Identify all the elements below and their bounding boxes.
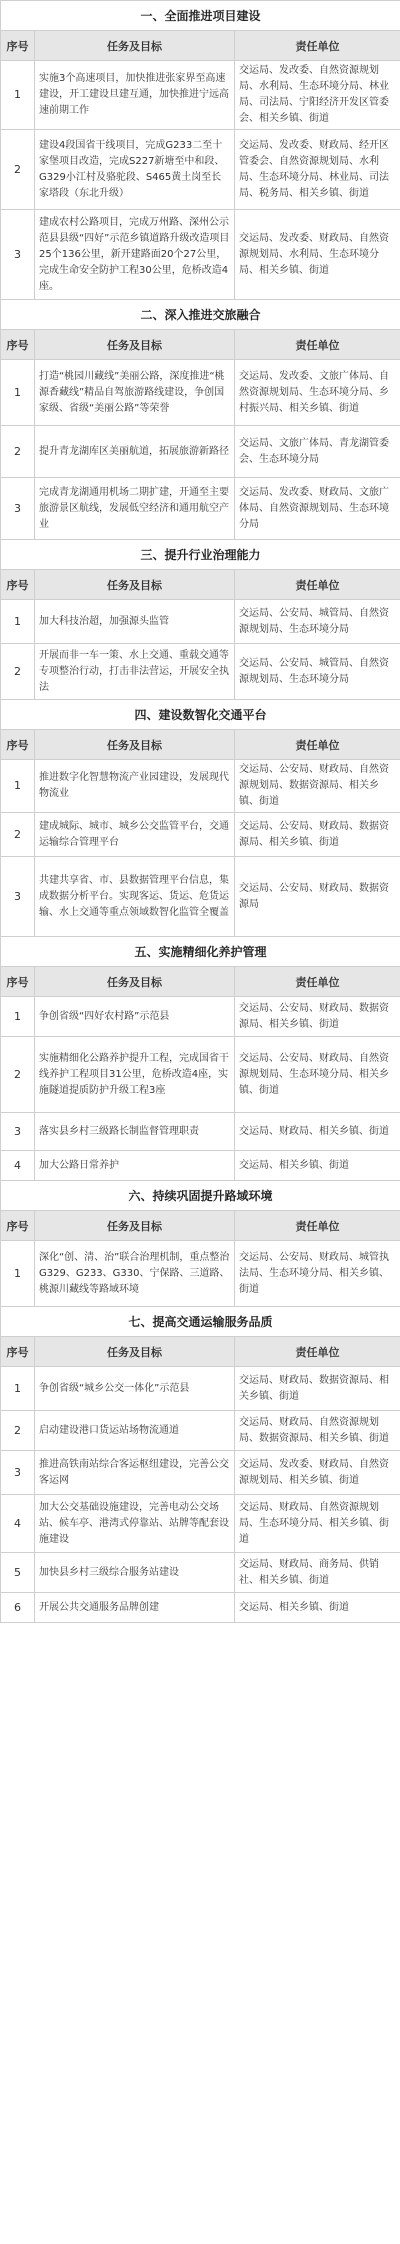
task-cell: 加大公交基础设施建设，完善电动公交场站、候车亭、港湾式停靠站、站牌等配套设施建设 [35,1495,235,1553]
row-number: 3 [1,1113,35,1151]
table-row [1,1451,400,1495]
section-title: 二、深入推进交旅融合 [1,300,400,330]
section-title-row [1,700,400,730]
section-title: 六、持续巩固提升路域环境 [1,1181,400,1211]
header-task: 任务及目标 [35,730,235,760]
row-number: 1 [1,997,35,1037]
header-task: 任务及目标 [35,1337,235,1367]
header-unit: 责任单位 [235,570,400,600]
table-row [1,813,400,857]
row-number: 6 [1,1593,35,1623]
table-row [1,210,400,300]
table-row [1,1367,400,1411]
unit-cell: 交运局、财政局、商务局、供销社、相关乡镇、街道 [235,1553,400,1593]
task-cell: 建成城际、城市、城乡公交监管平台，交通运输综合管理平台 [35,813,235,857]
table-row [1,644,400,700]
unit-cell: 交运局、发改委、财政局、自然资源规划局、相关乡镇、街道 [235,1451,400,1495]
header-task: 任务及目标 [35,31,235,61]
column-header-row [1,31,400,61]
unit-cell: 交运局、公安局、财政局、数据资源局、相关乡镇、街道 [235,813,400,857]
row-number: 1 [1,1367,35,1411]
row-number: 5 [1,1553,35,1593]
section-title-row [1,937,400,967]
task-cell: 开展公共交通服务品牌创建 [35,1593,235,1623]
header-unit: 责任单位 [235,31,400,61]
table-row [1,857,400,937]
row-number: 1 [1,760,35,813]
header-num: 序号 [1,330,35,360]
table-row [1,1037,400,1113]
header-num: 序号 [1,570,35,600]
row-number: 3 [1,857,35,937]
table-row [1,1553,400,1593]
unit-cell: 交运局、发改委、自然资源规划局、水利局、生态环境分局、林业局、司法局、宁阳经济开发区管委会、相关乡镇、街道 [235,61,400,130]
row-number: 4 [1,1151,35,1181]
unit-cell: 交运局、公安局、城管局、自然资源规划局、生态环境分局 [235,644,400,700]
table-row [1,1411,400,1451]
table-row [1,478,400,540]
unit-cell: 交运局、财政局、数据资源局、相关乡镇、街道 [235,1367,400,1411]
task-cell: 推进高铁南站综合客运枢纽建设，完善公交客运网 [35,1451,235,1495]
row-number: 2 [1,813,35,857]
row-number: 4 [1,1495,35,1553]
column-header-row [1,1211,400,1241]
header-num: 序号 [1,730,35,760]
task-table-body [1,1,400,1623]
task-cell: 争创省级“城乡公交一体化”示范县 [35,1367,235,1411]
task-cell: 开展而非一车一策、水上交通、重载交通等专项整治行动，打击非法营运，开展安全执法 [35,644,235,700]
column-header-row [1,330,400,360]
section-title: 一、全面推进项目建设 [1,1,400,31]
task-cell: 启动建设港口货运站场物流通道 [35,1411,235,1451]
task-cell: 推进数字化智慧物流产业园建设，发展现代物流业 [35,760,235,813]
row-number: 1 [1,1241,35,1307]
task-cell: 加大科技治超，加强源头监管 [35,600,235,644]
header-task: 任务及目标 [35,967,235,997]
row-number: 2 [1,644,35,700]
row-number: 3 [1,478,35,540]
unit-cell: 交运局、公安局、财政局、数据资源局、相关乡镇、街道 [235,997,400,1037]
row-number: 1 [1,360,35,426]
unit-cell: 交运局、公安局、财政局、城管执法局、生态环境分局、相关乡镇、街道 [235,1241,400,1307]
header-task: 任务及目标 [35,1211,235,1241]
unit-cell: 交运局、发改委、财政局、经开区管委会、自然资源规划局、水利局、生态环境分局、林业局、司法局、税务局、相关乡镇、街道 [235,130,400,210]
section-title-row [1,1,400,31]
column-header-row [1,570,400,600]
header-num: 序号 [1,967,35,997]
table-row [1,760,400,813]
unit-cell: 交运局、公安局、财政局、自然资源规划局、数据资源局、相关乡镇、街道 [235,760,400,813]
section-title-row [1,300,400,330]
header-unit: 责任单位 [235,1337,400,1367]
section-title: 三、提升行业治理能力 [1,540,400,570]
task-cell: 争创省级“四好农村路”示范县 [35,997,235,1037]
task-cell: 落实县乡村三级路长制监督管理职责 [35,1113,235,1151]
unit-cell: 交运局、财政局、相关乡镇、街道 [235,1113,400,1151]
column-header-row [1,730,400,760]
table-row [1,1241,400,1307]
row-number: 3 [1,1451,35,1495]
section-title: 四、建设数智化交通平台 [1,700,400,730]
section-title-row [1,540,400,570]
table-row [1,1113,400,1151]
table-row [1,426,400,478]
section-title-row [1,1181,400,1211]
row-number: 1 [1,61,35,130]
row-number: 3 [1,210,35,300]
table-row [1,1593,400,1623]
table-row [1,1151,400,1181]
row-number: 1 [1,600,35,644]
header-num: 序号 [1,31,35,61]
table-row [1,360,400,426]
row-number: 2 [1,1037,35,1113]
task-cell: 完成青龙湖通用机场二期扩建，开通至主要旅游景区航线，发展低空经济和通用航空产业 [35,478,235,540]
unit-cell: 交运局、相关乡镇、街道 [235,1593,400,1623]
task-cell: 加大公路日常养护 [35,1151,235,1181]
unit-cell: 交运局、相关乡镇、街道 [235,1151,400,1181]
task-cell: 加快县乡村三级综合服务站建设 [35,1553,235,1593]
table-row [1,61,400,130]
unit-cell: 交运局、公安局、财政局、自然资源规划局、生态环境分局、相关乡镇、街道 [235,1037,400,1113]
unit-cell: 交运局、发改委、文旅广体局、自然资源规划局、生态环境分局、乡村振兴局、相关乡镇、街道 [235,360,400,426]
row-number: 2 [1,426,35,478]
task-cell: 建成农村公路项目，完成万州路、深州公示范县县级“四好”示范乡镇道路升级改造项目25个136公里，新开建路面20个27公里，完成生命安全防护工程30公里，危桥改造4座。 [35,210,235,300]
header-unit: 责任单位 [235,730,400,760]
section-title-row [1,1307,400,1337]
row-number: 2 [1,1411,35,1451]
table-row [1,1495,400,1553]
table-row [1,600,400,644]
unit-cell: 交运局、公安局、财政局、数据资源局 [235,857,400,937]
header-unit: 责任单位 [235,967,400,997]
task-cell: 实施3个高速项目，加快推进张家界至高速建设，开工建设旦建互通，加快推进宁远高速前期工作 [35,61,235,130]
unit-cell: 交运局、发改委、财政局、文旅广体局、自然资源规划局、生态环境分局 [235,478,400,540]
unit-cell: 交运局、财政局、自然资源规划局、生态环境分局、相关乡镇、街道 [235,1495,400,1553]
header-unit: 责任单位 [235,330,400,360]
header-num: 序号 [1,1211,35,1241]
unit-cell: 交运局、文旅广体局、青龙湖管委会、生态环境分局 [235,426,400,478]
header-task: 任务及目标 [35,330,235,360]
task-cell: 共建共享省、市、县数据管理平台信息，集成数据分析平台。实现客运、货运、危货运输、水上交通等重点领域数智化监管全覆盖 [35,857,235,937]
unit-cell: 交运局、公安局、城管局、自然资源规划局、生态环境分局 [235,600,400,644]
column-header-row [1,967,400,997]
row-number: 2 [1,130,35,210]
table-row [1,130,400,210]
unit-cell: 交运局、财政局、自然资源规划局、数据资源局、相关乡镇、街道 [235,1411,400,1451]
task-cell: 提升青龙湖库区美丽航道，拓展旅游新路径 [35,426,235,478]
task-cell: 打造“桃园川藏线”美丽公路，深度推进“桃源香藏线”精品自驾旅游路线建设，争创国家级、省级“美丽公路”等荣誉 [35,360,235,426]
column-header-row [1,1337,400,1367]
task-cell: 深化“创、清、治”联合治理机制，重点整治G329、G233、G330、宁保路、三道路、桃源川藏线等路域环境 [35,1241,235,1307]
table-row [1,997,400,1037]
task-cell: 建设4段国省干线项目，完成G233二至十家堡项目改造，完成S227新塘至中和段、G329小江村及骆驼段、S465黄土岗至长家塔段（东北升级） [35,130,235,210]
unit-cell: 交运局、发改委、财政局、自然资源规划局、水利局、生态环境分局、相关乡镇、街道 [235,210,400,300]
header-unit: 责任单位 [235,1211,400,1241]
task-cell: 实施精细化公路养护提升工程，完成国省干线养护工程项目31公里，危桥改造4座，实施隧道提质防护升级工程3座 [35,1037,235,1113]
section-title: 七、提高交通运输服务品质 [1,1307,400,1337]
section-title: 五、实施精细化养护管理 [1,937,400,967]
header-num: 序号 [1,1337,35,1367]
header-task: 任务及目标 [35,570,235,600]
